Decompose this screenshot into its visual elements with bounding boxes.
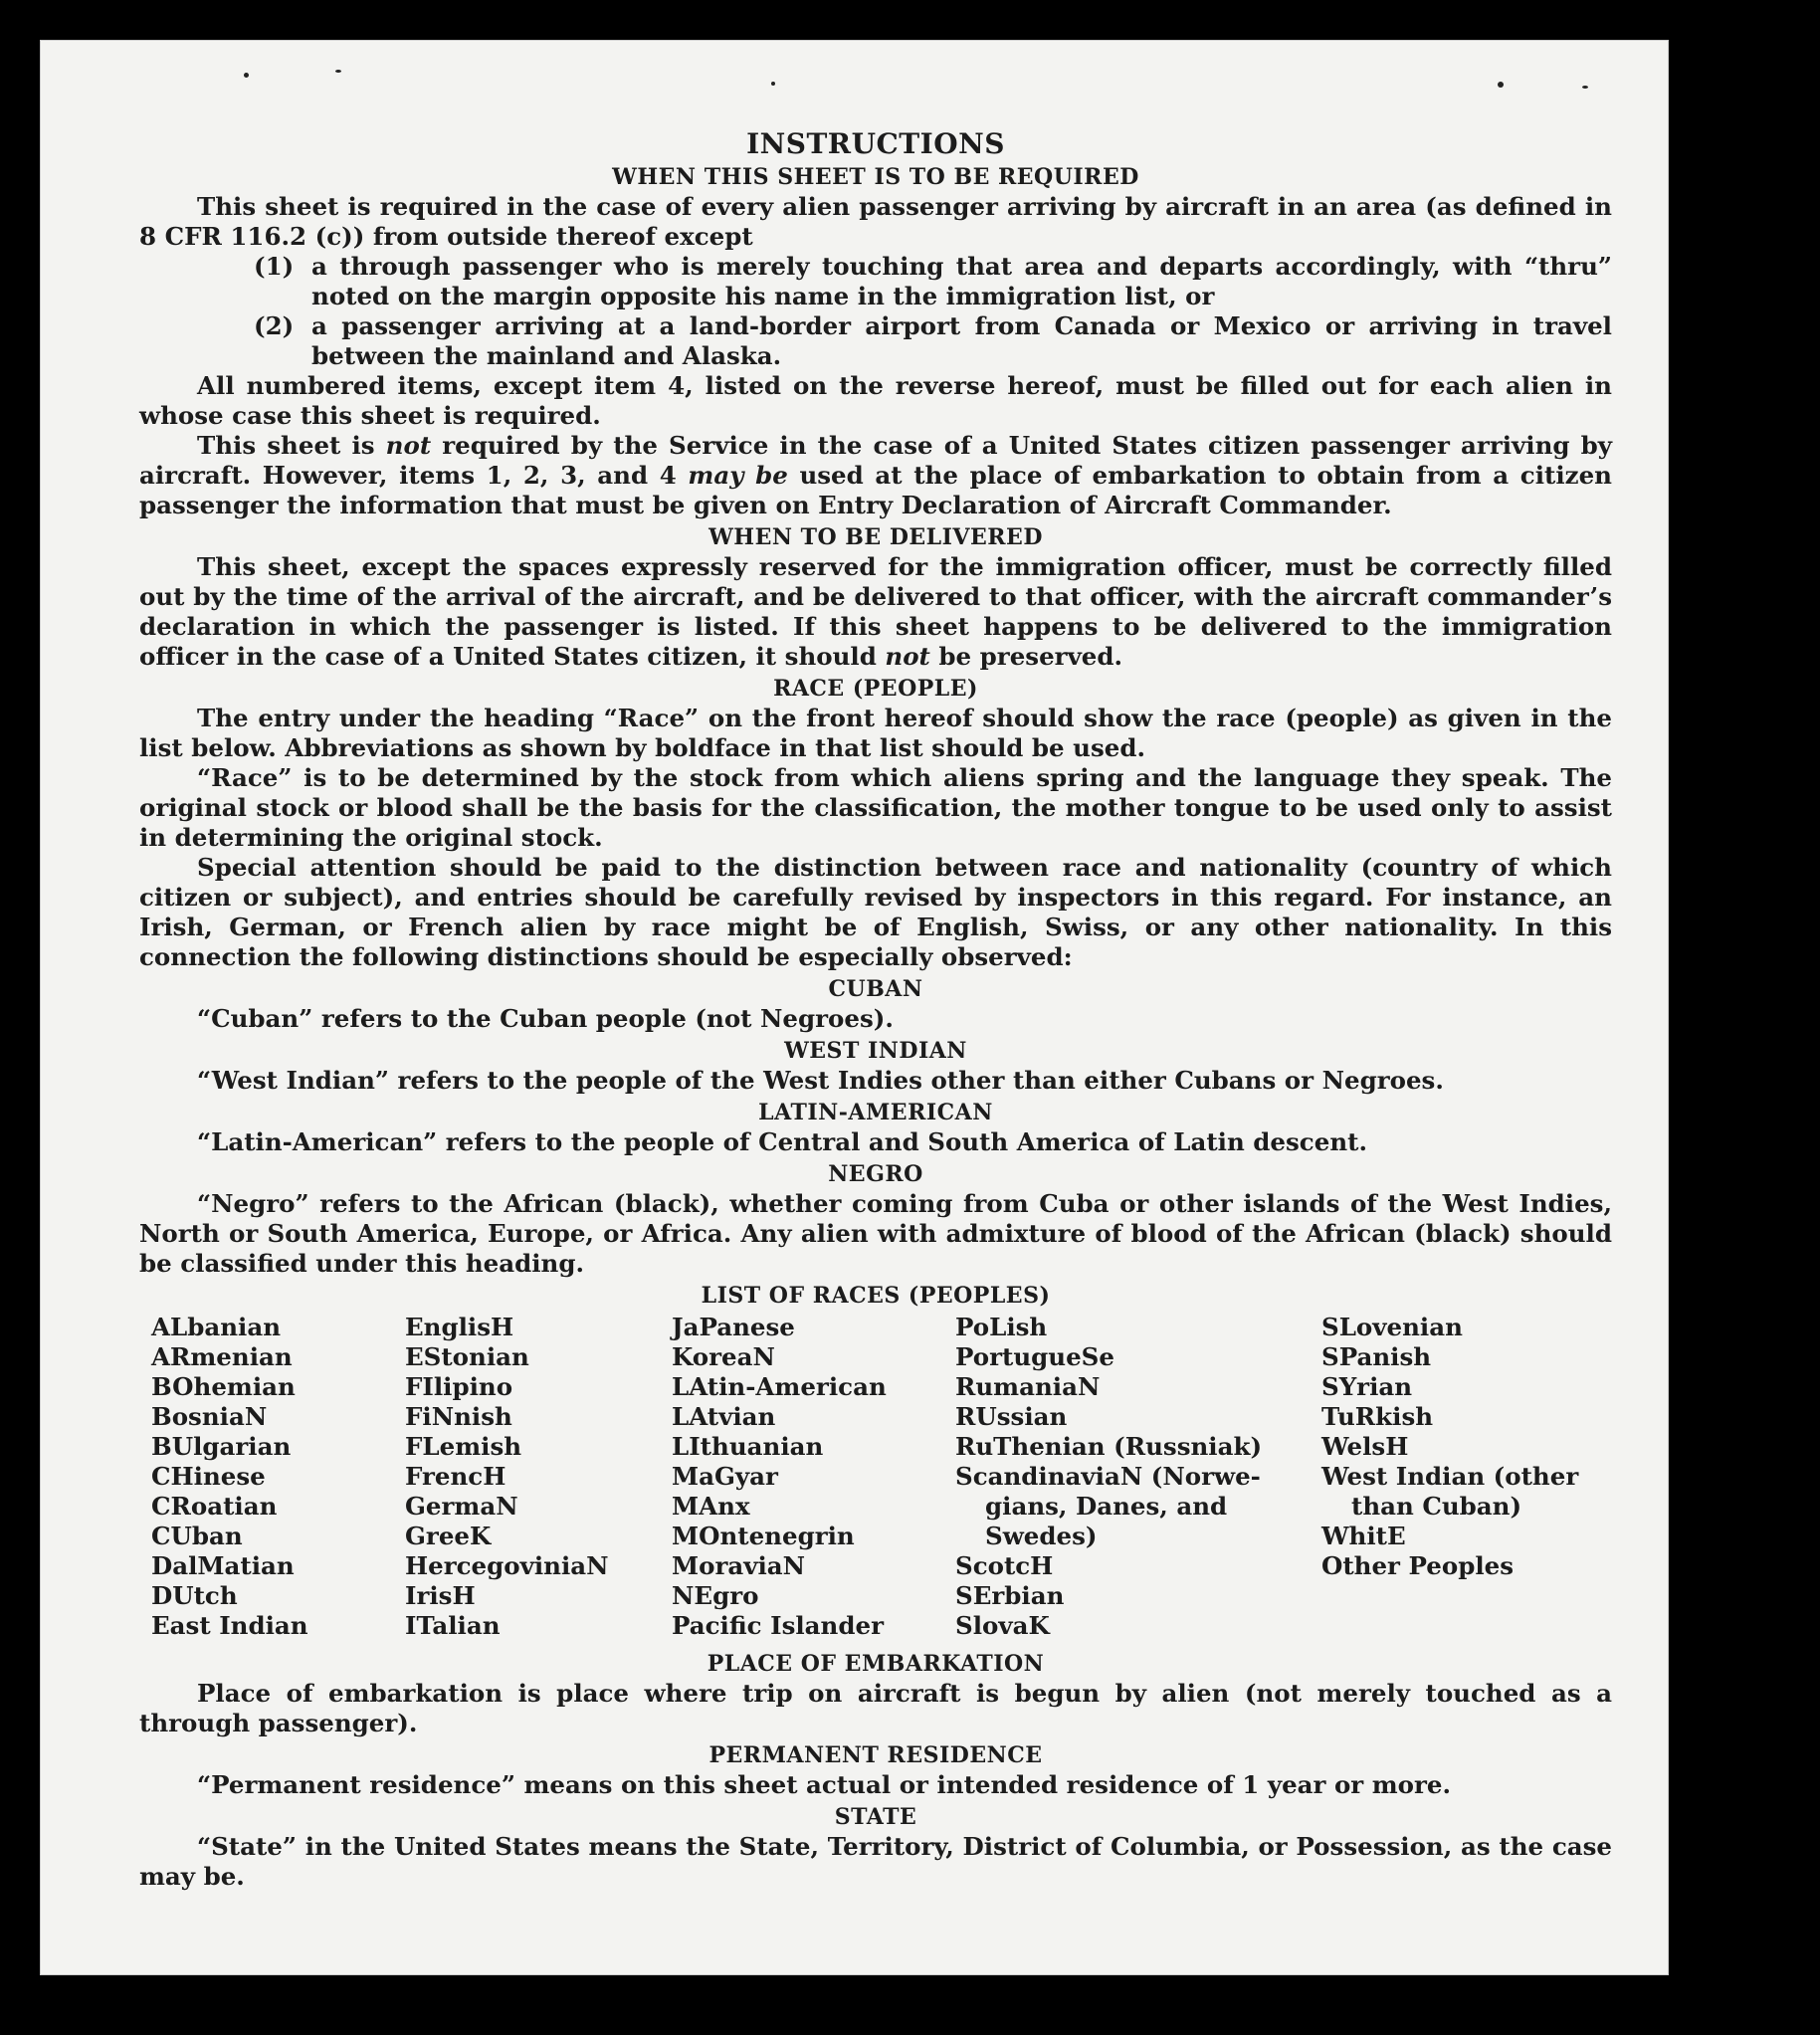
- heading-embarkation: PLACE OF EMBARKATION: [707, 1651, 1045, 1677]
- race-item: GermaN: [405, 1492, 518, 1521]
- race-item: MAnx: [672, 1492, 750, 1521]
- list-item: [139, 252, 1612, 311]
- race-item: EStonian: [405, 1342, 529, 1371]
- race-item: PoLish: [955, 1313, 1048, 1341]
- item-text: a passenger arriving at a land-border airport from Canada or Mexico or arriving in travel between the mainland and Alaska.: [311, 311, 1612, 370]
- race-item: West Indian (other: [1321, 1462, 1579, 1491]
- paragraph: The entry under the heading “Race” on the front hereof should show the race (people) as given in the list below. Abbreviations as shown by boldface in that list should be used.: [139, 704, 1612, 762]
- race-item: TuRkish: [1321, 1402, 1434, 1431]
- race-item: CRoatian: [151, 1492, 278, 1521]
- race-item: NEgro: [672, 1581, 759, 1610]
- race-item: SLovenian: [1321, 1313, 1463, 1341]
- document-page: [40, 40, 1669, 1975]
- heading-race: RACE (PEOPLE): [773, 676, 978, 702]
- list-item: [139, 311, 1612, 371]
- paragraph: “State” in the United States means the State, Territory, District of Columbia, or Possession, as the case may be.: [139, 1832, 1612, 1891]
- heading-latin-american: LATIN-AMERICAN: [758, 1100, 993, 1125]
- race-item: CUban: [151, 1522, 243, 1550]
- document-body: [139, 127, 1612, 1892]
- heading-cuban: CUBAN: [828, 976, 923, 1002]
- heading-residence: PERMANENT RESIDENCE: [708, 1742, 1043, 1768]
- race-item: MoraviaN: [672, 1551, 806, 1580]
- paragraph: “Cuban” refers to the Cuban people (not Negroes).: [197, 1004, 894, 1033]
- text-run: This sheet is: [197, 431, 386, 460]
- race-item: ITalian: [405, 1611, 501, 1640]
- paragraph: “Race” is to be determined by the stock from which aliens spring and the language they speak. The original stock or blood shall be the basis for the classification, the mother tongue to be used only to assist in determining the original stock.: [139, 763, 1612, 852]
- paragraph: [139, 552, 1612, 672]
- race-item: RUssian: [955, 1402, 1068, 1431]
- race-item: SPanish: [1321, 1342, 1432, 1371]
- paragraph: “Latin-American” refers to the people of Central and South America of Latin descent.: [197, 1127, 1367, 1156]
- race-item: RuThenian (Russniak): [955, 1432, 1263, 1461]
- race-item: FLemish: [405, 1432, 522, 1461]
- race-item: FIlipino: [405, 1372, 513, 1401]
- race-item: EnglisH: [405, 1313, 514, 1341]
- race-item: gians, Danes, and: [985, 1492, 1228, 1521]
- race-item: MaGyar: [672, 1462, 778, 1491]
- item-text: a through passenger who is merely touching that area and departs accordingly, with “thru” noted on the margin opposite his name in the immigration list, or: [311, 252, 1612, 310]
- emphasis: not: [885, 642, 930, 671]
- paragraph: “Permanent residence” means on this sheet actual or intended residence of 1 year or more.: [197, 1770, 1452, 1799]
- race-column: [151, 1313, 405, 1641]
- race-item: FrencH: [405, 1462, 506, 1491]
- race-item: East Indian: [151, 1611, 308, 1640]
- race-item: CHinese: [151, 1462, 266, 1491]
- text-run: This sheet, except the spaces expressly reserved for the immigration officer, must be correctly filled out by the time of the arrival of the aircraft, and be delivered to that officer, with the aircraft commander’s declaration in which the passenger is listed. If this sheet happens to be delivered to the immigration officer in the case of a United States citizen, it should: [139, 552, 1612, 671]
- race-item: WhitE: [1321, 1522, 1406, 1550]
- race-item: JaPanese: [672, 1313, 795, 1341]
- speck: [771, 82, 775, 86]
- speck: [335, 70, 341, 73]
- race-item: MOntenegrin: [672, 1522, 855, 1550]
- race-item: BOhemian: [151, 1372, 296, 1401]
- emphasis: not: [385, 431, 432, 460]
- race-item: ScotcH: [955, 1551, 1054, 1580]
- race-item: PortugueSe: [955, 1342, 1114, 1371]
- heading-west-indian: WEST INDIAN: [784, 1038, 967, 1064]
- race-item: FiNnish: [405, 1402, 512, 1431]
- race-item: ALbanian: [151, 1313, 282, 1341]
- paragraph: [139, 431, 1612, 520]
- heading-when-delivered: WHEN TO BE DELIVERED: [708, 524, 1043, 550]
- race-item: ScandinaviaN (Norwe-: [955, 1462, 1261, 1491]
- emphasis: may be: [688, 461, 788, 490]
- speck: [1498, 82, 1504, 88]
- heading-list-of-races: LIST OF RACES (PEOPLES): [701, 1283, 1051, 1309]
- race-item: than Cuban): [1351, 1492, 1522, 1521]
- speck: [1582, 86, 1588, 89]
- race-item: HercegoviniaN: [405, 1551, 609, 1580]
- race-item: Swedes): [985, 1522, 1098, 1550]
- race-item: BosniaN: [151, 1402, 268, 1431]
- race-item: RumaniaN: [955, 1372, 1101, 1401]
- heading-state: STATE: [834, 1804, 917, 1830]
- heading-negro: NEGRO: [828, 1161, 923, 1187]
- text-run: be preserved.: [929, 642, 1123, 671]
- race-item: BUlgarian: [151, 1432, 292, 1461]
- paragraph: All numbered items, except item 4, listed on the reverse hereof, must be filled out for each alien in whose case this sheet is required.: [139, 371, 1612, 430]
- paragraph: Special attention should be paid to the distinction between race and nationality (country of which citizen or subject), and entries should be carefully revised by inspectors in this regard. For instance, an Irish, German, or French alien by race might be of English, Swiss, or any other nationality. In this connection the following distinctions should be especially observed:: [139, 853, 1612, 971]
- paragraph: “Negro” refers to the African (black), whether coming from Cuba or other islands of the West Indies, North or South America, Europe, or Africa. Any alien with admixture of blood of the African (black) should be classified under this heading.: [139, 1189, 1612, 1278]
- item-number: (2): [254, 311, 295, 340]
- race-item: SErbian: [955, 1581, 1065, 1610]
- paragraph: “West Indian” refers to the people of the West Indies other than either Cubans or Negroes.: [197, 1066, 1444, 1095]
- page-title: INSTRUCTIONS: [746, 127, 1005, 160]
- race-item: IrisH: [405, 1581, 476, 1610]
- heading-when-required: WHEN THIS SHEET IS TO BE REQUIRED: [612, 164, 1139, 190]
- race-item: SlovaK: [955, 1611, 1050, 1640]
- race-item: LAtvian: [672, 1402, 776, 1431]
- paragraph: Place of embarkation is place where trip on aircraft is begun by alien (not merely touched as a through passenger).: [139, 1679, 1612, 1737]
- race-item: Other Peoples: [1321, 1551, 1515, 1580]
- race-column: [955, 1313, 1321, 1641]
- race-item: DUtch: [151, 1581, 238, 1610]
- speck: [244, 73, 249, 78]
- race-item: DalMatian: [151, 1551, 295, 1580]
- item-number: (1): [254, 252, 295, 281]
- race-column: [405, 1313, 672, 1641]
- text-run: used at the place of embarkation to obtain from a citizen passenger the information that must be given on Entry Declaration of Aircraft Commander.: [139, 461, 1612, 519]
- race-item: LIthuanian: [672, 1432, 824, 1461]
- race-item: Pacific Islander: [672, 1611, 884, 1640]
- race-item: KoreaN: [672, 1342, 775, 1371]
- race-column: [1321, 1313, 1590, 1641]
- race-item: ARmenian: [151, 1342, 293, 1371]
- race-item: WelsH: [1321, 1432, 1409, 1461]
- race-item: LAtin-American: [672, 1372, 887, 1401]
- race-item: SYrian: [1321, 1372, 1413, 1401]
- race-item: GreeK: [405, 1522, 492, 1550]
- race-list: [151, 1313, 1612, 1641]
- paragraph: This sheet is required in the case of every alien passenger arriving by aircraft in an area (as defined in 8 CFR 116.2 (c)) from outside thereof except: [139, 192, 1612, 251]
- text-run: required by the Service in the case of a United States citizen passenger arriving by aircraft. However, items 1, 2, 3, and 4: [139, 431, 1612, 490]
- race-column: [672, 1313, 955, 1641]
